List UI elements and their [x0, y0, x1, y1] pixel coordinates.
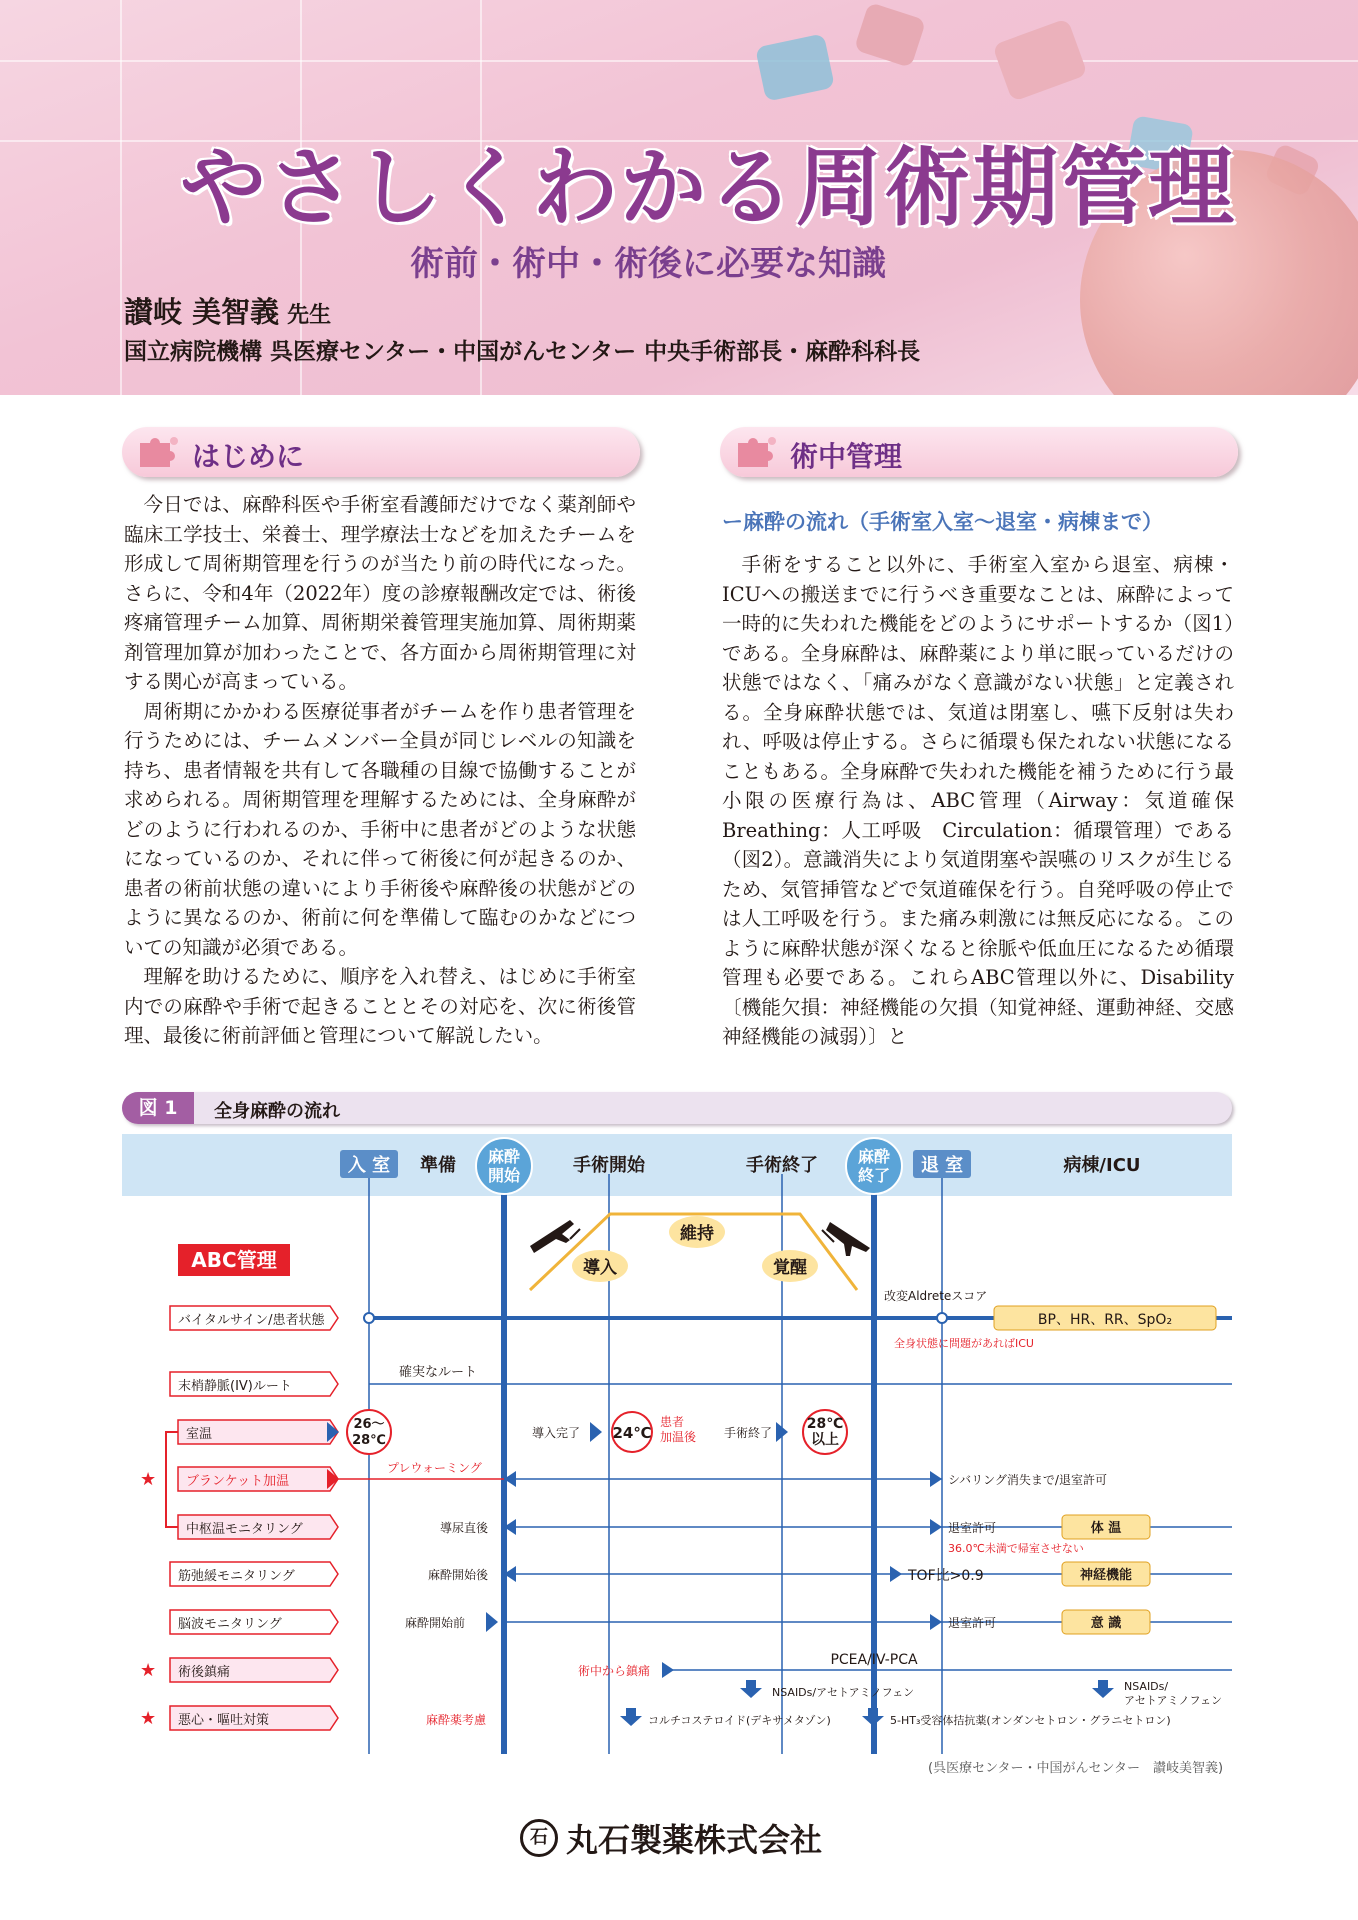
- author-suffix: 先生: [287, 303, 332, 328]
- curve-emergence: 覚醒: [773, 1258, 807, 1278]
- down-arrow-icon: [862, 1708, 884, 1726]
- phase-ward: 病棟/ICU: [1063, 1155, 1141, 1176]
- temp-end-2: 以上: [811, 1432, 839, 1448]
- section-heading-label: はじめに: [192, 440, 305, 473]
- after-warming-1: 患者: [660, 1415, 685, 1429]
- anesthesia-flow-diagram: [122, 1134, 1232, 1774]
- icu-note: 全身状態に問題があればICU: [894, 1337, 1034, 1350]
- body-temp-box: 体 温: [1090, 1521, 1122, 1536]
- figure-title: 全身麻酔の流れ: [214, 1101, 340, 1122]
- row-core-temp: 中枢温モニタリング: [186, 1522, 303, 1537]
- exit-ok-2: 退室許可: [948, 1616, 997, 1630]
- prewarming: プレウォーミング: [387, 1461, 482, 1475]
- after-anes-start: 麻酔開始後: [428, 1568, 489, 1582]
- star-analgesia: ★: [140, 1660, 157, 1681]
- phase-anes-start-1: 麻酔: [487, 1147, 521, 1166]
- figure-credit: (呉医療センター・中国がんセンター 讃岐美智義): [928, 1761, 1224, 1776]
- row-nmb-monitoring: 筋弛緩モニタリング: [178, 1569, 295, 1584]
- shivering-note: シバリング消失まで/退室許可: [948, 1473, 1107, 1487]
- figure-number: 図 1: [122, 1092, 194, 1124]
- puzzle-icon: [734, 433, 778, 469]
- puzzle-icon: [136, 433, 180, 469]
- after-warming-2: 加温後: [660, 1430, 697, 1444]
- vitals-box: BP、HR、RR、SpO₂: [1037, 1312, 1173, 1328]
- section-heading-intro: [122, 427, 640, 477]
- anes-drug-consider: 麻酔薬考慮: [426, 1713, 487, 1727]
- curve-maintenance: 維持: [680, 1224, 714, 1244]
- pcea-label: PCEA/IV-PCA: [830, 1652, 918, 1668]
- phase-exit: 退 室: [920, 1155, 964, 1176]
- exit-ok-1: 退室許可: [948, 1521, 997, 1535]
- phase-anes-end-2: 終了: [857, 1166, 891, 1185]
- consciousness-box: 意 識: [1090, 1616, 1122, 1631]
- intraop-body: [722, 550, 1254, 1052]
- phase-prep: 準備: [420, 1155, 456, 1176]
- page-title: やさしくわかる周術期管理: [180, 138, 1236, 238]
- paragraph: 周術期にかかわる医療従事者がチームを作り患者管理を行うためには、チームメンバー全員が同じレベルの知識を持ち、患者情報を共有して各職種の目線で協働することが求められる。周術期管理を理解するためには、全身麻酔がどのように行われるのか、手術中に患者がどのような状態になっているのか、それに伴って術後に何が起きるのか、患者の術前状態の違いにより手術後や麻酔後の状態がどのように異なるのか、術前に何を準備して臨むのかなどについての知識が必須である。: [124, 699, 636, 959]
- temp-warning: 36.0℃未満で帰室させない: [948, 1542, 1084, 1555]
- row-label-group: [166, 1306, 338, 1730]
- section-heading-label: 術中管理: [790, 440, 903, 473]
- curve-induction: 導入: [583, 1258, 617, 1278]
- author: [124, 290, 331, 331]
- before-anes-start: 麻酔開始前: [405, 1616, 466, 1630]
- author-name: 讃岐 美智義: [124, 295, 280, 329]
- intraop-analgesia: 術中から鎮痛: [578, 1664, 651, 1678]
- paragraph: 理解を助けるために、順序を入れ替え、はじめに手術室内での麻酔や手術で起きることとその対応を、次に術後管理、最後に術前評価と管理について解説したい。: [124, 965, 636, 1047]
- paragraph: 今日では、麻酔科医や手術室看護師だけでなく薬剤師や臨床工学技士、栄養士、理学療法士などを加えたチームを形成して周術期管理を行うのが当たり前の時代になった。さらに、令和4年（2022年）度の診療報酬改定では、術後疼痛管理チーム加算、周術期栄養管理実施加算、周術期薬剤管理加算が加わったことで、各方面から周術期管理に対する関心が高まっている。: [124, 493, 636, 693]
- row-iv-route: 末梢静脈(IV)ルート: [178, 1379, 292, 1394]
- temp-mid: 24℃: [612, 1424, 652, 1442]
- induction-done: 導入完了: [532, 1426, 581, 1440]
- row-ponv: 悪心・嘔吐対策: [178, 1713, 270, 1728]
- paragraph: 手術をすること以外に、手術室入室から退室、病棟・ICUへの搬送までに行うべき重要なことは、麻酔によって一時的に失われた機能をどのようにサポートするか（図1）である。全身麻酔は、麻酔薬により単に眠っているだけの状態ではなく、「痛みがなく意識がない状態」と定義される。全身麻酔状態では、気道は閉塞し、嚥下反射は失われ、呼吸は停止する。さらに循環も保たれない状態になることもある。全身麻酔で失われた機能を補うために行う最小限の医療行為は、ABC管理（Airway：気道確保 Breathing：人工呼吸 Circulation：循環管理）である（図2）。意識消失により気道閉塞や誤嚥のリスクが生じるため、気管挿管などで気道確保を行う。自発呼吸の停止では人工呼吸を行う。また痛み刺激には無反応になる。このように麻酔状態が深くなると徐脈や低血圧になるため循環管理も必要である。これらABC管理以外に、Disability〔機能欠損：神経機能の欠損（知覚神経、運動神経、交感神経機能の減弱）〕と: [722, 553, 1254, 1048]
- surgery-end-note: 手術終了: [724, 1426, 773, 1440]
- page-subtitle: 術前・術中・術後に必要な知識: [410, 244, 886, 284]
- star-blanket: ★: [140, 1469, 157, 1490]
- tof-ratio: TOF比>0.9: [908, 1568, 984, 1584]
- ht3-antagonist: 5-HT₃受容体拮抗薬(オンダンセトロン・グラニセトロン): [890, 1714, 1171, 1727]
- temp-end-1: 28℃: [806, 1416, 844, 1432]
- down-arrow-icon: [740, 1680, 762, 1698]
- company-logo-mark: 石: [520, 1819, 558, 1857]
- row-room-temp: 室温: [186, 1427, 213, 1442]
- nerve-function-box: 神経機能: [1079, 1568, 1133, 1583]
- temp-start-1: 26〜: [353, 1417, 385, 1432]
- phase-anes-start-2: 開始: [487, 1166, 521, 1185]
- author-affiliation: 国立病院機構 呉医療センター・中国がんセンター 中央手術部長・麻酔科科長: [124, 339, 921, 365]
- phase-surgery-end: 手術終了: [746, 1155, 818, 1176]
- abc-label: ABC管理: [191, 1248, 277, 1272]
- phase-enter: 入 室: [347, 1155, 391, 1176]
- down-arrow-icon: [620, 1708, 642, 1726]
- down-arrow-icon: [1092, 1680, 1114, 1698]
- company-name: 丸石製薬株式会社: [566, 1821, 823, 1859]
- section-heading-intraop: [720, 427, 1238, 477]
- phase-surgery-start: 手術開始: [573, 1155, 645, 1176]
- row-blanket-warming: ブランケット加温: [186, 1474, 290, 1489]
- row-eeg-monitoring: 脳波モニタリング: [178, 1617, 282, 1632]
- corticosteroid: コルチコステロイド(デキサメタゾン): [648, 1714, 831, 1727]
- section-subheading: ー麻酔の流れ（手術室入室〜退室・病棟まで）: [722, 510, 1163, 534]
- temp-start-2: 28℃: [352, 1433, 386, 1448]
- nsaids-2b: アセトアミノフェン: [1124, 1694, 1223, 1707]
- row-vitals: バイタルサイン/患者状態: [178, 1313, 325, 1328]
- phase-anes-end-1: 麻酔: [857, 1147, 891, 1166]
- aldrete-score: 改変Aldreteスコア: [884, 1289, 988, 1303]
- iv-route-note: 確実なルート: [399, 1365, 478, 1380]
- figure-caption-bar: [122, 1092, 1232, 1124]
- after-catheter: 導尿直後: [440, 1521, 489, 1535]
- nsaids-2a: NSAIDs/: [1124, 1680, 1169, 1693]
- intro-body: [124, 490, 636, 1051]
- header-banner: [0, 0, 1358, 395]
- star-ponv: ★: [140, 1708, 157, 1729]
- nsaids-1: NSAIDs/アセトアミノフェン: [772, 1686, 915, 1699]
- row-postop-analgesia: 術後鎮痛: [178, 1665, 231, 1680]
